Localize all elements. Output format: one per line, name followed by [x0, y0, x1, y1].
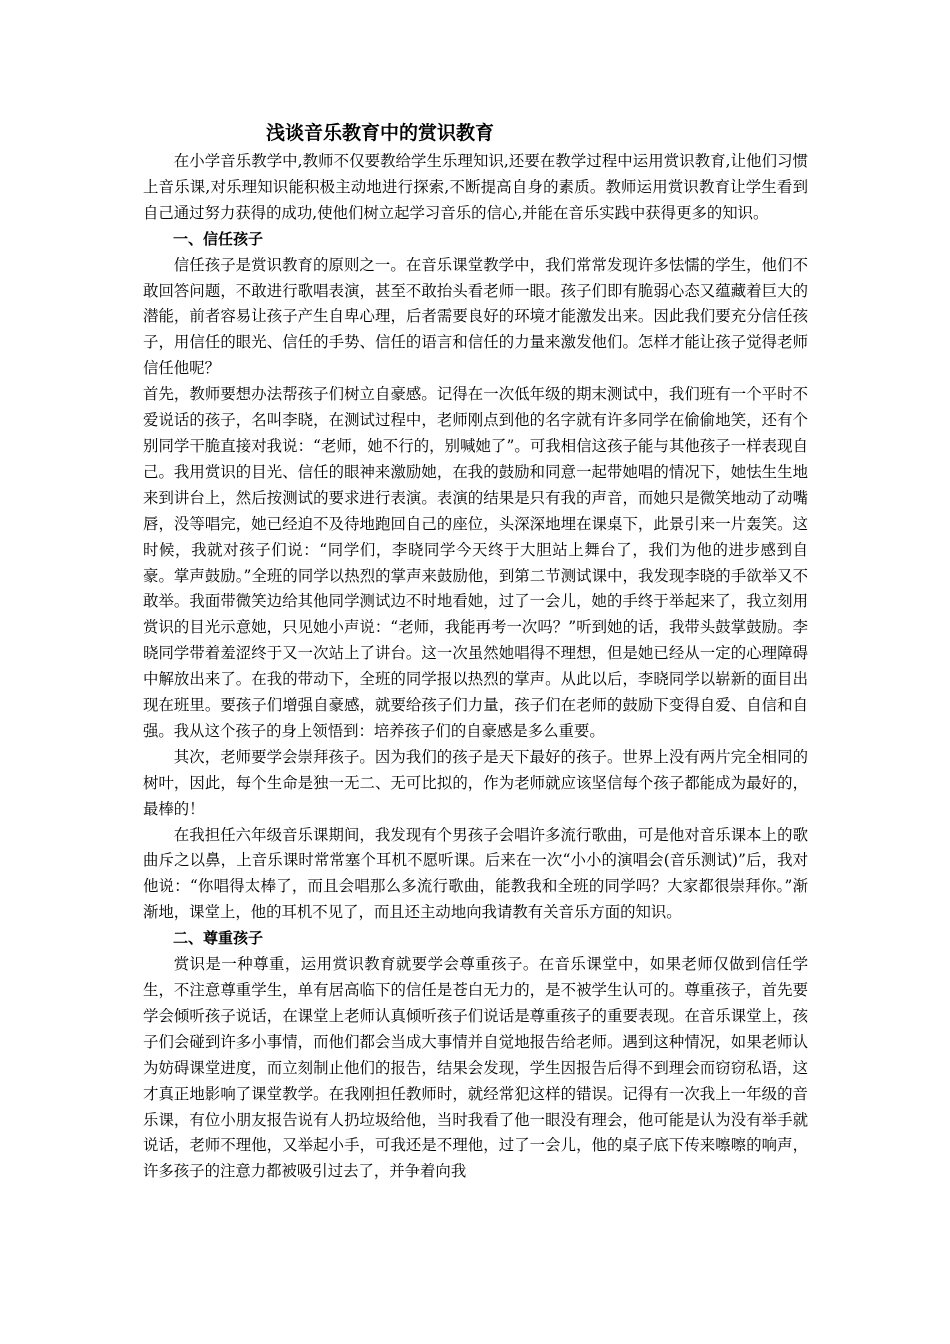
intro-paragraph: 在小学音乐教学中,教师不仅要教给学生乐理知识,还要在教学过程中运用赏识教育,让他们习惯上音乐课,对乐理知识能积极主动地进行探索,不断提高自身的素质。教师运用赏识教育让学生看到自己通过努力获得的成功,使他们树立起学习音乐的信心,并能在音乐实践中获得更多的知识。 [143, 152, 808, 222]
paragraph-respect-children: 赏识是一种尊重，运用赏识教育就要学会尊重孩子。在音乐课堂中，如果老师仅做到信任学生，不注意尊重学生，单有居高临下的信任是苍白无力的，是不被学生认可的。尊重孩子，首先要学会倾听孩子说话，在课堂上老师认真倾听孩子们说话是尊重孩子的重要表现。在音乐课堂上，孩子们会碰到许多小事情，而他们都会当成大事情并自觉地报告给老师。遇到这种情况，如果老师认为妨碍课堂进度，而立刻制止他们的报告，结果会发现，学生因报告后得不到理会而窃窃私语，这才真正地影响了课堂教学。在我刚担任教师时，就经常犯这样的错误。记得有一次我上一年级的音乐课，有位小朋友报告说有人扔垃圾给他，当时我看了他一眼没有理会，他可能是认为没有举手就说话，老师不理他，又举起小手，可我还是不理他，过了一会儿，他的桌子底下传来嚓嚓的响声，许多孩子的注意力都被吸引过去了，并争着向我 [143, 955, 808, 1181]
section-heading-trust: 一、信任孩子 [173, 229, 264, 248]
document-title: 浅谈音乐教育中的赏识教育 [266, 122, 495, 144]
section-heading-respect: 二、尊重孩子 [173, 929, 264, 948]
paragraph-admire-children: 其次，老师要学会崇拜孩子。因为我们的孩子是天下最好的孩子。世界上没有两片完全相同的树叶，因此，每个生命是独一无二、无可比拟的，作为老师就应该坚信每个孩子都能成为最好的，最棒的！ [143, 747, 808, 818]
paragraph-trust-principle: 信任孩子是赏识教育的原则之一。在音乐课堂教学中，我们常常发现许多怯懦的学生，他们不敢回答问题，不敢进行歌唱表演，甚至不敢抬头看老师一眼。孩子们即有脆弱心态又蕴藏着巨大的潜能，前者容易让孩子产生自卑心理，后者需要良好的环境才能激发出来。因此我们要充分信任孩子，用信任的眼光、信任的手势、信任的语言和信任的力量来激发他们。怎样才能让孩子觉得老师信任他呢？ [143, 255, 808, 378]
paragraph-pride-story: 首先，教师要想办法帮孩子们树立自豪感。记得在一次低年级的期末测试中，我们班有一个平时不爱说话的孩子，名叫李晓，在测试过程中，老师刚点到他的名字就有许多同学在偷偷地笑，还有个别同学干脆直接对我说：“老师，她不行的，别喊她了”。可我相信这孩子能与其他孩子一样表现自己。我用赏识的目光、信任的眼神来激励她，在我的鼓励和同意一起带她唱的情况下，她怯生生地来到讲台上，然后按测试的要求进行表演。表演的结果是只有我的声音，而她只是微笑地动了动嘴唇，没等唱完，她已经迫不及待地跑回自己的座位，头深深地埋在课桌下，此景引来一片轰笑。这时候，我就对孩子们说：“同学们，李晓同学今天终于大胆站上舞台了，我们为他的进步感到自豪。掌声鼓励。”全班的同学以热烈的掌声来鼓励他，到第二节测试课中，我发现李晓的手欲举又不敢举。我面带微笑边给其他同学测试边不时地看她，过了一会儿，她的手终于举起来了，我立刻用赏识的目光示意她，只见她小声说：“老师，我能再考一次吗？”听到她的话，我带头鼓掌鼓励。李晓同学带着羞涩终于又一次站上了讲台。这一次虽然她唱得不理想，但是她已经从一定的心理障碍中解放出来了。在我的带动下，全班的同学报以热烈的掌声。从此以后，李晓同学以崭新的面目出现在班里。要孩子们增强自豪感，就要给孩子们力量，孩子们在老师的鼓励下变得自爱、自信和自强。我从这个孩子的身上领悟到：培养孩子们的自豪感是多么重要。 [143, 385, 808, 740]
document-page [143, 118, 808, 1185]
paragraph-sixth-grade-story: 在我担任六年级音乐课期间，我发现有个男孩子会唱许多流行歌曲，可是他对音乐课本上的歌曲斥之以鼻，上音乐课时常常塞个耳机不愿听课。后来在一次“小小的演唱会(音乐测试)”后，我对他说：“你唱得太棒了，而且会唱那么多流行歌曲，能教我和全班的同学吗？大家都很崇拜你。”渐渐地，课堂上，他的耳机不见了，而且还主动地向我请教有关音乐方面的知识。 [143, 825, 808, 922]
